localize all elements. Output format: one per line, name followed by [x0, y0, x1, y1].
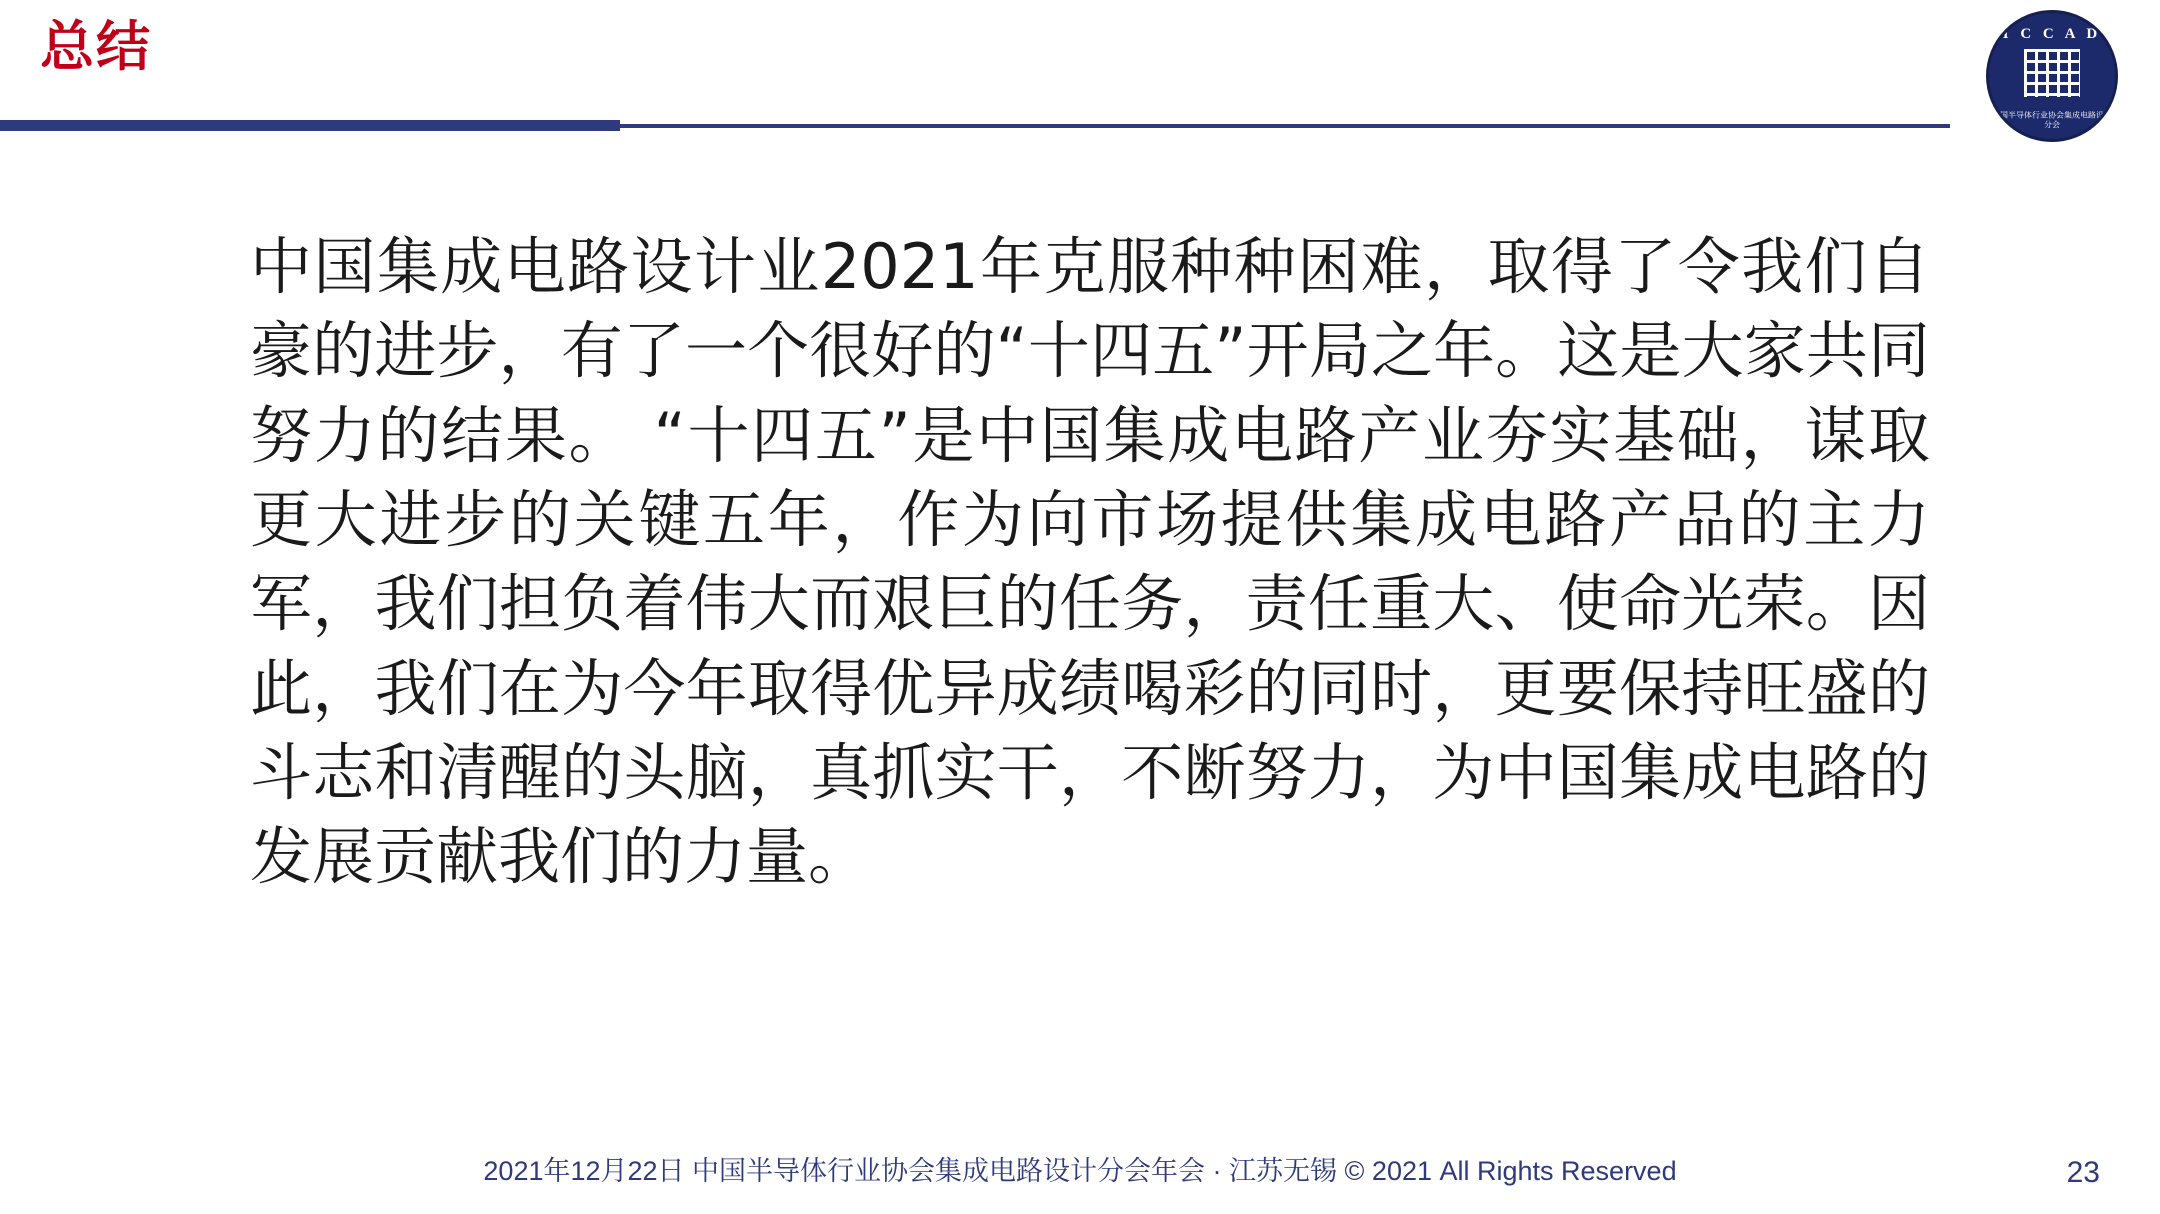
title-underline-thick: [0, 120, 620, 131]
title-underline-thin: [620, 124, 1950, 128]
page-number: 23: [2066, 1156, 2100, 1189]
logo-subtitle: 中国半导体行业协会集成电路设计分会: [1992, 111, 2112, 129]
iccad-logo-icon: [1986, 10, 2118, 142]
logo-inner: [1989, 13, 2115, 139]
page-title: 总结: [40, 17, 152, 77]
slide-body-text: 中国集成电路设计业2021年克服种种困难，取得了令我们自豪的进步，有了一个很好的“十四五”开局之年。这是大家共同努力的结果。 “十四五”是中国集成电路产业夯实基础，谋取更大进步的关键五年，作为向市场提供集成电路产品的主力军，我们担负着伟大而艰巨的任务，责任重大、使命光荣。因此，我们在为今年取得优异成绩喝彩的同时，更要保持旺盛的斗志和清醒的头脑，真抓实干，不断努力，为中国集成电路的发展贡献我们的力量。: [250, 230, 1930, 894]
slide-footer: 2021年12月22日 中国半导体行业协会集成电路设计分会年会 · 江苏无锡 © 2021 All Rights Reserved: [483, 1156, 1677, 1186]
logo-letters: I C C A D: [2002, 26, 2102, 42]
logo-chip-grid-icon: [2024, 49, 2080, 97]
